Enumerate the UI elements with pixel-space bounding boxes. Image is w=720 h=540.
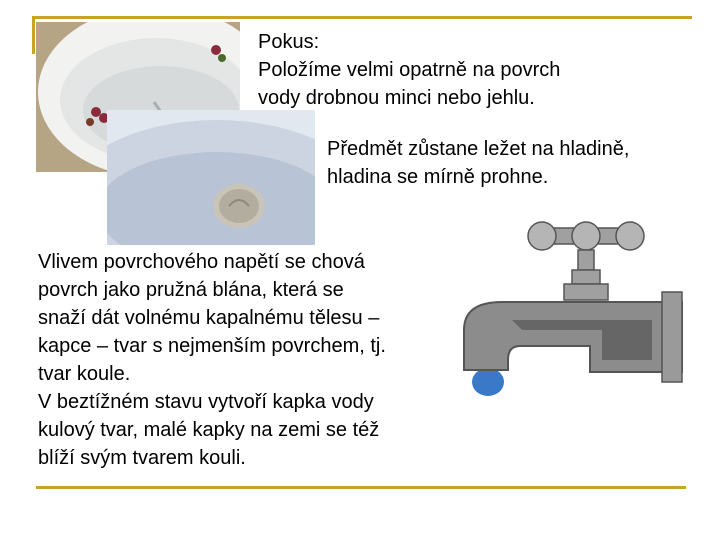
water-drop-icon bbox=[472, 368, 504, 396]
text-line: blíží svým tvarem kouli. bbox=[38, 447, 246, 469]
left-decorative-rule bbox=[32, 16, 35, 54]
text-line: snaží dát volnému kapalnému tělesu – bbox=[38, 307, 380, 329]
coin-photo bbox=[107, 110, 315, 245]
experiment-text bbox=[258, 28, 560, 112]
text-line: Pokus: bbox=[258, 31, 320, 53]
text-line: hladina se mírně prohne. bbox=[327, 166, 549, 188]
bottom-decorative-rule bbox=[36, 486, 686, 489]
text-line: Předmět zůstane ležet na hladině, bbox=[327, 138, 630, 160]
text-line: Položíme velmi opatrně na povrch bbox=[258, 59, 561, 81]
text-line: Vlivem povrchového napětí se chová bbox=[38, 251, 365, 273]
faucet-illustration bbox=[462, 220, 692, 400]
explanation-text bbox=[38, 248, 386, 472]
text-line: kapce – tvar s nejmenším povrchem, tj. bbox=[38, 335, 386, 357]
text-line: kulový tvar, malé kapky na zemi se též bbox=[38, 419, 380, 441]
result-text bbox=[327, 135, 629, 191]
text-line: povrch jako pružná blána, která se bbox=[38, 279, 344, 301]
text-line: V beztížném stavu vytvoří kapka vody bbox=[38, 391, 374, 413]
text-line: vody drobnou minci nebo jehlu. bbox=[258, 87, 535, 109]
top-decorative-rule bbox=[32, 16, 692, 19]
text-line: tvar koule. bbox=[38, 363, 131, 385]
